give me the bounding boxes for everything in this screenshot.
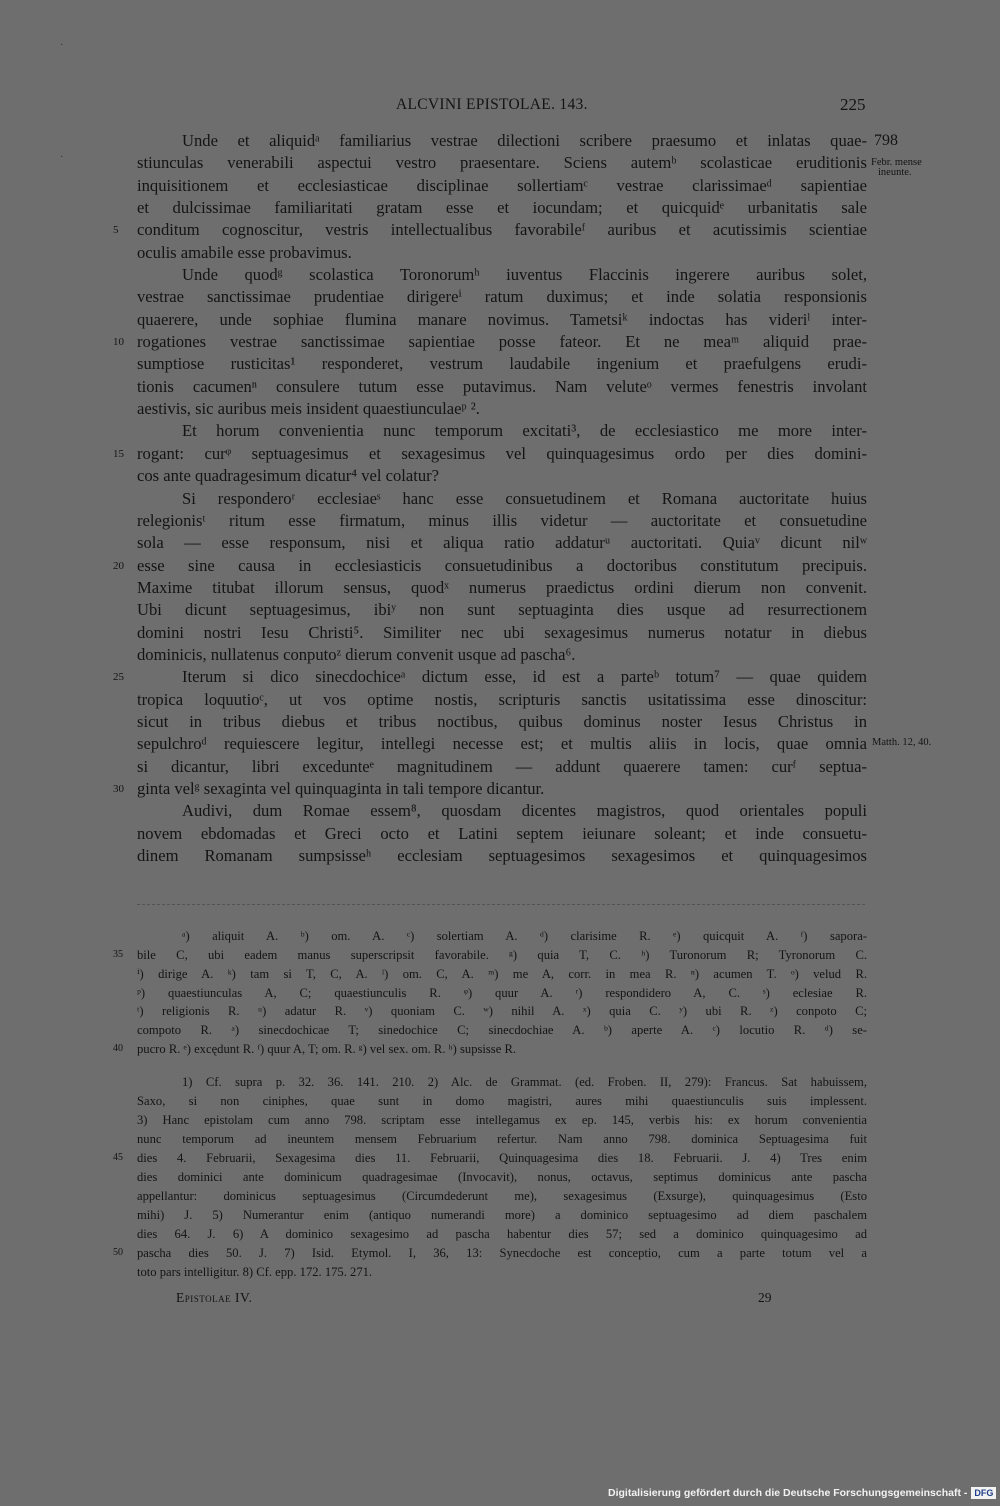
- dfg-logo: DFG: [971, 1487, 996, 1499]
- note-line: 3) Hanc epistolam cum anno 798. scriptam esse intellegamus ex ep. 145, verbis his: ex horum convenientia: [137, 1113, 867, 1127]
- text-line: oculis amabile esse probavimus.: [137, 243, 352, 262]
- text-line: et dulcissimae familiaritati gratam esse et iocundam; et quicquidᵉ urbanitatis sale: [137, 198, 867, 217]
- running-title: ALCVINI EPISTOLAE. 143.: [396, 96, 588, 113]
- text-line: Et horum convenientia nunc temporum excitati³, de ecclesiastico me more inter-: [182, 421, 867, 440]
- text-line: novem ebdomadas et Greci octo et Latini septem ieiunare soleant; et inde consuetu-: [137, 824, 867, 843]
- text-line: stiunculas venerabili aspectui vestro praesentare. Sciens autemᵇ scolasticae eruditionis: [137, 153, 867, 172]
- margin-date: ineunte.: [878, 167, 912, 178]
- note-line: dies dominici ante dominicum quadragesimae (Invocavit), nonus, octavus, septimus dominicus ante pascha: [137, 1170, 867, 1184]
- note-line: toto pars intelligitur. 8) Cf. epp. 172. 175. 271.: [137, 1265, 373, 1279]
- text-line: Iterum si dico sinecdochiceᵃ dictum esse, id est a parteᵇ totum⁷ — quae quidem: [182, 667, 867, 686]
- scan-mark: ·: [60, 152, 64, 163]
- text-line: dinem Romanam sumpsisseʰ ecclesiam septuagesimos sexagesimos et quinquagesimos: [137, 846, 867, 865]
- text-line: cos ante quadragesimum dicatur⁴ vel colatur?: [137, 466, 440, 485]
- apparatus-line: ᵗ) religionis R. ᵘ) adatur R. ᵛ) quoniam C. ʷ) nihil A. ˣ) quia C. ʸ) ubi R. ᶻ) conpoto C;: [137, 1004, 867, 1018]
- note-line: nunc temporum ad ineuntem mensem Februarium refertur. Nam anno 798. dominica Septuagesima fuit: [137, 1132, 867, 1146]
- apparatus-line: compoto R. ᵃ) sinecdochicae T; sinedochice C; sinecdochiae A. ᵇ) aperte A. ᶜ) locutio R. ᵈ) se-: [137, 1023, 867, 1037]
- note-line: mihi) J. 5) Numerantur enim (antiquo numerandi more) a dominico septuagesimo ad diem paschalem: [137, 1208, 867, 1222]
- line-number: 35: [113, 949, 123, 960]
- digitization-credit: [608, 1484, 996, 1502]
- margin-year: 798: [874, 132, 898, 149]
- text-line: aestivis, sic auribus meis insident quaestiunculaeᵖ ².: [137, 399, 480, 418]
- text-line: domini nostri Iesu Christi⁵. Similiter nec ubi sexagesimus numerus notatur in diebus: [137, 623, 867, 642]
- line-number: 25: [113, 671, 124, 683]
- note-line: dies 64. J. 6) A dominico sexagesimo ad pascha habentur dies 57; sed a dominico quinquagesimo ad: [137, 1227, 867, 1241]
- scan-mark: ·: [60, 40, 64, 51]
- text-line: Maxime titubat illorum sensus, quodˣ numerus praedictus ordini dierum non convenit.: [137, 578, 867, 597]
- apparatus-line: ᵖ) quaestiunculas A, C; quaestiunculis R. ᵠ) quur A. ʳ) respondidero A, C. ˢ) eclesiae R.: [137, 986, 867, 1000]
- text-line: Unde quodᵍ scolastica Toronorumʰ iuventus Flaccinis ingerere auribus solet,: [182, 265, 867, 284]
- line-number: 45: [113, 1152, 123, 1163]
- line-number: 10: [113, 336, 124, 348]
- text-line: tionis cacumenⁿ consulere tutum esse putavimus. Nam veluteᵒ vermes fenestris involant: [137, 377, 867, 396]
- signature-mark: Epistolae IV.: [176, 1290, 253, 1305]
- note-line: appellantur: dominicus septuagesimus (Circumdederunt me), sexagesimus (Exsurge), quinquagesimus (Esto: [137, 1189, 867, 1203]
- text-line: quaerere, unde sophiae flumina manare novimus. Tametsiᵏ indoctas has videriˡ inter-: [137, 310, 867, 329]
- margin-bible-ref: Matth. 12, 40.: [872, 737, 932, 748]
- text-line: si dicantur, libri excedunteᵉ magnitudinem — addunt quaerere tamen: curᶠ septua-: [137, 757, 867, 776]
- separator-rule: [137, 904, 865, 905]
- text-line: rogant: curᵠ septuagesimus et sexagesimus vel quinquagesimus ordo per dies domini-: [137, 444, 867, 463]
- note-line: 1) Cf. supra p. 32. 36. 141. 210. 2) Alc. de Grammat. (ed. Froben. II, 279): Francus. Sat habuissem,: [182, 1075, 867, 1089]
- line-number: 15: [113, 448, 124, 460]
- text-line: ginta velᵍ sexaginta vel quinquaginta in tali tempore dicantur.: [137, 779, 545, 798]
- apparatus-line: ᵃ) aliquit A. ᵇ) om. A. ᶜ) solertiam A. ᵈ) clarisime R. ᵉ) quicquit A. ᶠ) sapora-: [182, 929, 867, 943]
- text-line: rogationes vestrae sanctissimae sapientiae posse fateor. Et ne meaᵐ aliquid prae-: [137, 332, 867, 351]
- text-line: dominicis, nullatenus conputoᶻ dierum convenit usque ad pascha⁶.: [137, 645, 576, 664]
- text-line: tropica loquutioᶜ, ut vos optime nostis, scripturis sanctis usitatissima esse dinoscitur:: [137, 690, 867, 709]
- text-line: sola — esse responsum, nisi et aliqua ratio addaturᵘ auctoritati. Quiaᵛ dicunt nilʷ: [137, 533, 867, 552]
- line-number: 20: [113, 560, 124, 572]
- text-line: Ubi dicunt septuagesimus, ibiʸ non sunt septuaginta dies usque ad resurrectionem: [137, 600, 867, 619]
- credit-text: Digitalisierung gefördert durch die Deutsche Forschungsgemeinschaft -: [608, 1487, 968, 1499]
- text-line: relegionisᵗ ritum esse firmatum, minus illis videtur — auctoritate et consuetudine: [137, 511, 867, 530]
- apparatus-line: ⁱ) dirige A. ᵏ) tam si T, C, A. ˡ) om. C, A. ᵐ) me A, corr. in mea R. ⁿ) acumen T. ᵒ) velud R.: [137, 967, 867, 981]
- note-line: dies 4. Februarii, Sexagesima dies 11. Februarii, Quinquagesima dies 18. Februarii. J. 4) Tres enim: [137, 1151, 867, 1165]
- text-line: conditum cognoscitur, vestris intellectualibus favorabileᶠ auribus et acutissimis scientiae: [137, 220, 867, 239]
- text-line: sicut in tribus diebus et tribus noctibus, quibus dominus noster Iesus Christus in: [137, 712, 867, 731]
- note-line: pascha dies 50. J. 7) Isid. Etymol. I, 36, 13: Synecdoche est conceptio, cum a parte totum vel a: [137, 1246, 867, 1260]
- margin-date: Febr. mense: [871, 157, 922, 168]
- line-number: 40: [113, 1043, 123, 1054]
- text-line: inquisitionem et ecclesiasticae disciplinae sollertiamᶜ vestrae clarissimaeᵈ sapientiae: [137, 176, 867, 195]
- line-number: 50: [113, 1247, 123, 1258]
- line-number: 5: [113, 224, 119, 236]
- text-line: Unde et aliquidᵃ familiarius vestrae dilectioni scribere praesumo et inlatas quae-: [182, 131, 867, 150]
- text-line: Si responderoʳ ecclesiaeˢ hanc esse consuetudinem et Romana auctoritate huius: [182, 489, 867, 508]
- text-line: vestrae sanctissimae prudentiae dirigereⁱ ratum duximus; et inde solatia responsionis: [137, 287, 867, 306]
- note-line: Saxo, si non ciniphes, quae sunt in domo magistri, aures mihi quaestiunculis suis implessent.: [137, 1094, 867, 1108]
- text-line: esse sine causa in ecclesiasticis consuetudinibus a doctoribus constitutum precipuis.: [137, 556, 867, 575]
- line-number: 30: [113, 783, 124, 795]
- signature-number: 29: [758, 1290, 772, 1305]
- page-number: 225: [840, 95, 866, 114]
- apparatus-line: bile C, ubi eadem manus superscripsit favorabile. ᵍ) quia T, C. ʰ) Turonorum R; Tyronorum C.: [137, 948, 867, 962]
- text-line: Audivi, dum Romae essem⁸, quosdam dicentes magistros, quod orientales populi: [182, 801, 867, 820]
- text-line: sumptiose rusticitas¹ responderet, vestrum laudabile ingenium et praefulgens erudi-: [137, 354, 867, 373]
- text-line: sepulchroᵈ requiescere legitur, intellegi necesse est; et multis aliis in locis, quae omnia: [137, 734, 867, 753]
- apparatus-line: pucro R. ᵉ) excędunt R. ᶠ) quur A, T; om. R. ᵍ) vel sex. om. R. ʰ) supsisse R.: [137, 1042, 516, 1056]
